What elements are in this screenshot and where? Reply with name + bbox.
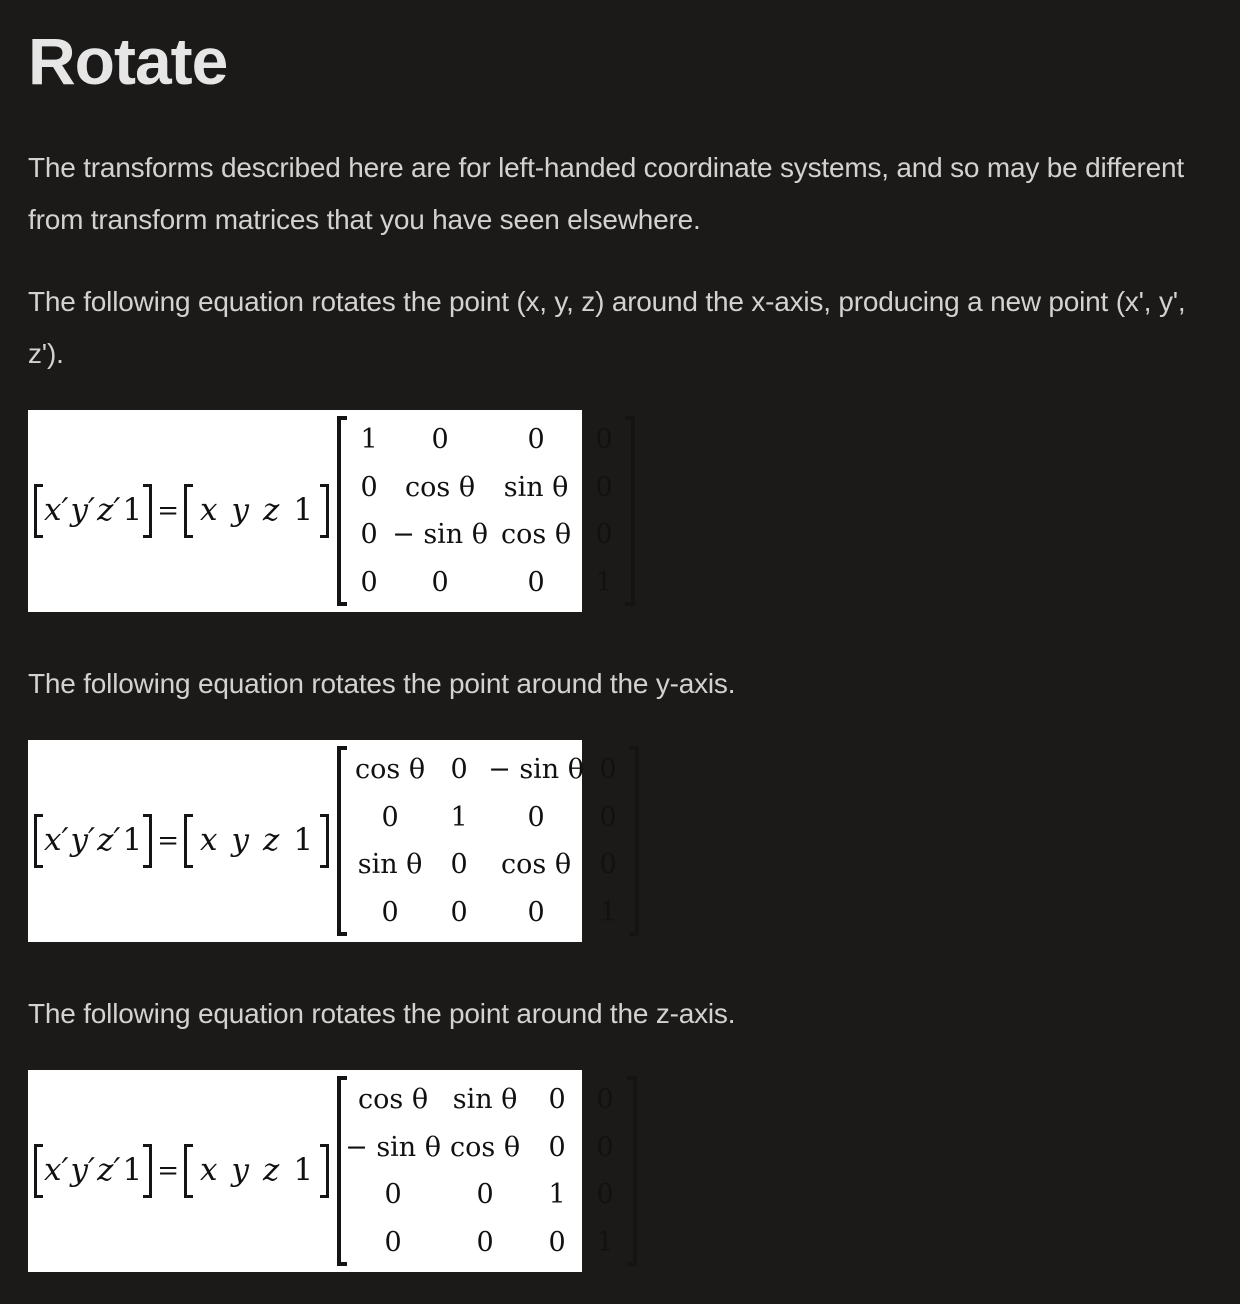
input-vector xyxy=(184,1144,329,1198)
matrix-cell: 0 xyxy=(527,801,545,833)
paragraph-intro: The transforms described here are for left-handed coordinate systems, and so may be different from transform matrices that you have seen elsewhere. xyxy=(28,151,1184,235)
matrix-cell: 0 xyxy=(360,566,378,598)
vector-term: x′ xyxy=(44,822,69,859)
paragraph-z-axis: The following equation rotates the point around the z-axis. xyxy=(28,997,736,1029)
matrix-cell: sin θ xyxy=(357,849,423,881)
matrix-cell: 0 xyxy=(360,471,378,503)
page-title: Rotate xyxy=(28,24,228,98)
vector-term: x xyxy=(200,492,218,529)
matrix-cell: 0 xyxy=(381,801,399,833)
matrix-left-bracket xyxy=(337,416,347,606)
vector-term: y xyxy=(231,1152,249,1189)
figure-rotate-y xyxy=(28,740,1212,942)
matrix-cell: 0 xyxy=(527,566,545,598)
input-vector xyxy=(184,814,329,868)
equation-image-rotate-x xyxy=(28,410,613,612)
matrix-cell: cos θ xyxy=(501,849,572,881)
matrix-cell: 0 xyxy=(599,754,617,786)
vector-term: x′ xyxy=(44,492,69,529)
right-bracket xyxy=(143,1144,152,1198)
matrix-cell: − sin θ xyxy=(345,1131,442,1163)
matrix-cell: 0 xyxy=(595,471,613,503)
matrix-cell: sin θ xyxy=(452,1084,518,1116)
matrix-cell: 0 xyxy=(450,849,468,881)
vector-term: 1 xyxy=(293,822,314,859)
matrix-cell: 0 xyxy=(596,1084,614,1116)
matrix-cell: 0 xyxy=(596,1179,614,1211)
matrix-cell: 1 xyxy=(599,896,617,928)
left-bracket xyxy=(184,1144,193,1198)
vector-term: y xyxy=(231,492,249,529)
vector-term: y xyxy=(231,822,249,859)
vector-term: 1 xyxy=(293,492,314,529)
matrix-cells xyxy=(347,416,625,606)
matrix-right-bracket xyxy=(625,416,635,606)
matrix-cell: sin θ xyxy=(503,471,569,503)
paragraph-x-axis: The following equation rotates the point (x, y, z) around the x-axis, producing a new point (x', y', z'). xyxy=(28,285,1186,369)
equation-image-rotate-y xyxy=(28,740,617,942)
result-vector xyxy=(34,1144,152,1198)
matrix-cell: 0 xyxy=(527,424,545,456)
matrix-cell: cos θ xyxy=(450,1131,521,1163)
equals-sign: = xyxy=(157,495,179,526)
result-vector xyxy=(34,484,152,538)
equation-image-rotate-z xyxy=(28,1070,614,1272)
paragraph-y-axis: The following equation rotates the point around the y-axis. xyxy=(28,667,736,699)
vector-term: 1 xyxy=(122,492,143,529)
matrix-cell: 0 xyxy=(548,1084,566,1116)
matrix-left-bracket xyxy=(337,1076,347,1266)
vector-term: x xyxy=(200,1152,218,1189)
vector-term: x′ xyxy=(44,1152,69,1189)
matrix-cell: − sin θ xyxy=(392,519,489,551)
matrix-right-bracket xyxy=(629,746,639,936)
matrix-cell: 0 xyxy=(450,754,468,786)
right-bracket xyxy=(143,484,152,538)
matrix-cell: 0 xyxy=(384,1179,402,1211)
matrix-cell: 0 xyxy=(431,424,449,456)
left-bracket xyxy=(184,814,193,868)
left-bracket xyxy=(34,1144,43,1198)
vector-term: z′ xyxy=(97,492,121,529)
vector-term: 1 xyxy=(122,822,143,859)
matrix-cell: 0 xyxy=(548,1226,566,1258)
equals-sign: = xyxy=(157,825,179,856)
matrix-cell: 0 xyxy=(476,1226,494,1258)
vector-term: y′ xyxy=(70,1152,96,1189)
matrix-cell: 0 xyxy=(476,1179,494,1211)
matrix-cell: 0 xyxy=(599,849,617,881)
figure-rotate-x xyxy=(28,410,1212,612)
equals-sign: = xyxy=(157,1155,179,1186)
matrix-cell: 1 xyxy=(360,424,378,456)
right-bracket xyxy=(320,484,329,538)
matrix-cell: 0 xyxy=(384,1226,402,1258)
vector-term: y′ xyxy=(70,822,96,859)
vector-term: z′ xyxy=(97,822,121,859)
matrix-cell: 0 xyxy=(599,801,617,833)
matrix-cell: 1 xyxy=(450,801,468,833)
matrix-cell: 0 xyxy=(595,424,613,456)
matrix-cell: 0 xyxy=(450,896,468,928)
rotation-matrix xyxy=(337,1076,637,1266)
matrix-cell: 0 xyxy=(548,1131,566,1163)
matrix-cell: cos θ xyxy=(358,1084,429,1116)
matrix-cell: cos θ xyxy=(501,519,572,551)
input-vector xyxy=(184,484,329,538)
matrix-cell: − sin θ xyxy=(488,754,585,786)
right-bracket xyxy=(143,814,152,868)
vector-term: z xyxy=(263,822,280,859)
matrix-cell: 0 xyxy=(360,519,378,551)
result-vector xyxy=(34,814,152,868)
matrix-cell: 1 xyxy=(548,1179,566,1211)
vector-term: 1 xyxy=(293,1152,314,1189)
vector-term: x xyxy=(200,822,218,859)
matrix-cell: 0 xyxy=(596,1131,614,1163)
matrix-cell: 1 xyxy=(595,566,613,598)
vector-term: y′ xyxy=(70,492,96,529)
rotation-matrix xyxy=(337,416,635,606)
vector-term: z xyxy=(263,492,280,529)
figure-rotate-z xyxy=(28,1070,1212,1272)
left-bracket xyxy=(34,814,43,868)
right-bracket xyxy=(320,814,329,868)
matrix-cells xyxy=(347,746,629,936)
vector-term: z′ xyxy=(97,1152,121,1189)
right-bracket xyxy=(320,1144,329,1198)
matrix-cell: 0 xyxy=(431,566,449,598)
matrix-cell: 0 xyxy=(527,896,545,928)
rotation-matrix xyxy=(337,746,639,936)
matrix-cell: 0 xyxy=(381,896,399,928)
matrix-cell: cos θ xyxy=(355,754,426,786)
matrix-cell: 0 xyxy=(595,519,613,551)
vector-term: 1 xyxy=(122,1152,143,1189)
vector-term: z xyxy=(263,1152,280,1189)
matrix-cell: 1 xyxy=(596,1226,614,1258)
matrix-left-bracket xyxy=(337,746,347,936)
matrix-cell: cos θ xyxy=(405,471,476,503)
left-bracket xyxy=(34,484,43,538)
matrix-cells xyxy=(347,1076,627,1266)
matrix-right-bracket xyxy=(627,1076,637,1266)
left-bracket xyxy=(184,484,193,538)
